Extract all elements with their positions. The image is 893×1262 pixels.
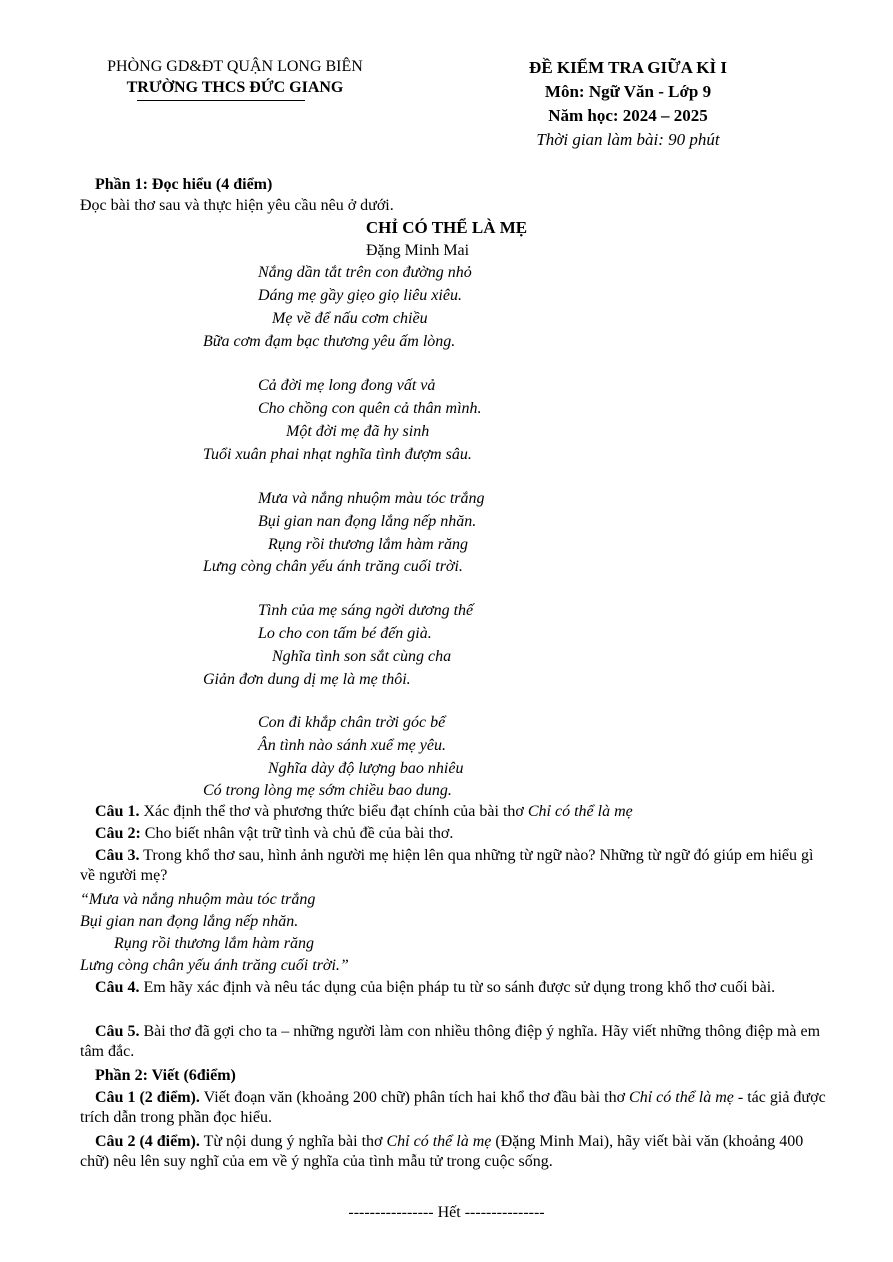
poem-line: Tình của mẹ sáng ngời dương thế <box>258 602 474 619</box>
poem-line: Con đi khắp chân trời góc bể <box>258 714 446 731</box>
c1-label: Câu 1 (2 điểm). <box>95 1089 200 1106</box>
poem-line: Dáng mẹ gầy giẹo giọ liêu xiêu. <box>258 287 462 304</box>
q3-quote-line: Lưng còng chân yếu ánh trăng cuối trời.” <box>80 957 349 974</box>
c1-text-b: - tác giả được trích dẫn trong phần đọc hiểu. <box>80 1089 826 1126</box>
c1-ref: Chỉ có thể là mẹ <box>629 1089 734 1106</box>
q3-label: Câu 3. <box>95 847 140 864</box>
header-left <box>70 56 400 98</box>
c2-label: Câu 2 (4 điểm). <box>95 1133 200 1150</box>
poem-line: Nghĩa tình son sắt cùng cha <box>272 648 452 665</box>
poem-line: Lưng còng chân yếu ánh trăng cuối trời. <box>203 558 463 575</box>
part1-title: Phần 1: Đọc hiểu (4 điểm) <box>95 176 273 193</box>
q2-label: Câu 2: <box>95 825 141 842</box>
q3-quote-line: Rụng rồi thương lắm hàm răng <box>114 935 314 952</box>
q3-quote-line: Bụi gian nan đọng lắng nếp nhăn. <box>80 913 299 930</box>
part1-instruction: Đọc bài thơ sau và thực hiện yêu cầu nêu ở dưới. <box>80 197 394 214</box>
q4-text: Em hãy xác định và nêu tác dụng của biện pháp tu từ so sánh được sử dụng trong khổ thơ cuối bài. <box>139 979 776 996</box>
question-2 <box>95 824 453 844</box>
poem-line: Bụi gian nan đọng lắng nếp nhăn. <box>258 513 477 530</box>
q1-text: Xác định thể thơ và phương thức biểu đạt chính của bài thơ <box>139 803 528 820</box>
exam-title: ĐỀ KIỂM TRA GIỮA KÌ I <box>529 58 727 77</box>
poem-author: Đặng Minh Mai <box>366 242 470 259</box>
q5-label: Câu 5. <box>95 1023 140 1040</box>
q2-text: Cho biết nhân vật trữ tình và chủ đề của bài thơ. <box>140 825 454 842</box>
poem-line: Có trong lòng mẹ sớm chiều bao dung. <box>203 782 452 799</box>
end-marker: ---------------- Hết --------------- <box>348 1204 545 1221</box>
poem-line: Rụng rồi thương lắm hàm răng <box>268 536 468 553</box>
exam-time: Thời gian làm bài: 90 phút <box>536 130 720 149</box>
part2-title: Phần 2: Viết (6điểm) <box>95 1067 236 1084</box>
header-right <box>478 56 778 152</box>
poem-line: Nắng dần tắt trên con đường nhỏ <box>258 264 472 281</box>
writing-question-2 <box>80 1132 830 1172</box>
poem-line: Ân tình nào sánh xuể mẹ yêu. <box>258 737 446 754</box>
c2-ref: Chỉ có thể là mẹ <box>386 1133 492 1150</box>
poem-line: Mẹ về để nấu cơm chiều <box>272 310 428 327</box>
q1-label: Câu 1. <box>95 803 140 820</box>
question-5 <box>80 1022 830 1062</box>
exam-year: Năm học: 2024 – 2025 <box>548 106 708 125</box>
dept-name: PHÒNG GD&ĐT QUẬN LONG BIÊN <box>107 58 363 75</box>
c1-text-a: Viết đoạn văn (khoảng 200 chữ) phân tích hai khổ thơ đầu bài thơ <box>199 1089 630 1106</box>
poem-line: Tuổi xuân phai nhạt nghĩa tình đượm sâu. <box>203 446 472 463</box>
poem-line: Bữa cơm đạm bạc thương yêu ấm lòng. <box>203 333 456 350</box>
school-underline <box>137 100 305 101</box>
q3-quote-line: “Mưa và nắng nhuộm màu tóc trắng <box>80 891 316 908</box>
question-4 <box>80 978 830 998</box>
q1-ref: Chỉ có thể là mẹ <box>527 803 633 820</box>
poem-line: Lo cho con tấm bé đến già. <box>258 625 432 642</box>
poem-line: Cả đời mẹ long đong vất vả <box>258 377 436 394</box>
school-name: TRƯỜNG THCS ĐỨC GIANG <box>126 79 344 96</box>
question-3 <box>80 846 830 886</box>
poem-line: Giản đơn dung dị mẹ là mẹ thôi. <box>203 671 411 688</box>
poem-line: Một đời mẹ đã hy sinh <box>286 423 430 440</box>
c2-text-b: (Đặng Minh Mai), hãy viết bài văn (khoảng 400 chữ) nêu lên suy nghĩ của em về ý nghĩa của tình mẫu tử trong cuộc sống. <box>80 1133 804 1170</box>
c2-text-a: Từ nội dung ý nghĩa bài thơ <box>199 1133 387 1150</box>
poem-line: Nghĩa dày độ lượng bao nhiêu <box>268 760 464 777</box>
q3-text: Trong khổ thơ sau, hình ảnh người mẹ hiện lên qua những từ ngữ nào? Những từ ngữ đó giúp em hiểu gì về người mẹ? <box>80 847 814 884</box>
q5-text: Bài thơ đã gợi cho ta – những người làm con nhiều thông điệp ý nghĩa. Hãy viết những thông điệp mà em tâm đắc. <box>80 1023 821 1060</box>
poem-line: Mưa và nắng nhuộm màu tóc trắng <box>258 490 485 507</box>
poem-title: CHỈ CÓ THỂ LÀ MẸ <box>365 218 528 237</box>
q4-label: Câu 4. <box>95 979 140 996</box>
writing-question-1 <box>80 1088 830 1128</box>
exam-subject: Môn: Ngữ Văn - Lớp 9 <box>544 82 712 101</box>
poem-line: Cho chồng con quên cả thân mình. <box>258 400 482 417</box>
question-1 <box>95 802 633 822</box>
